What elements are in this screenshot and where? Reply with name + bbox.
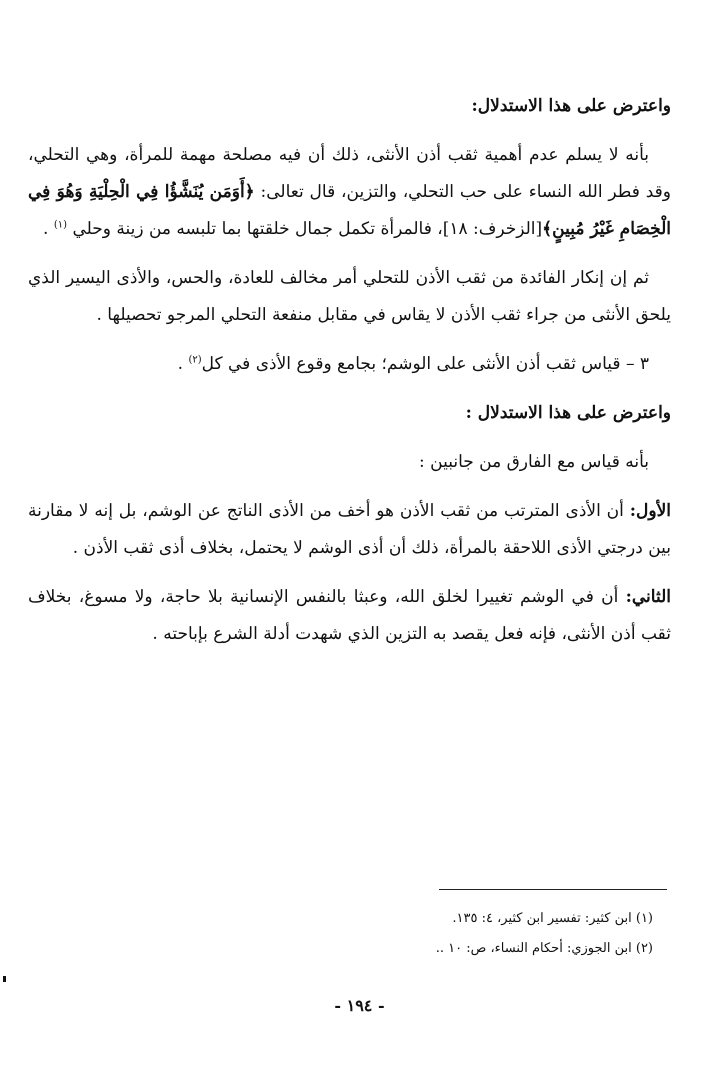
quran-verse: ﴿أَوَمَن يُنَشَّؤُا فِي الْحِلْيَةِ وَهُوَ فِي الْخِصَامِ غَيْرُ مُبِينٍ﴾	[28, 182, 671, 239]
point-text: أن الأذى المترتب من ثقب الأذن هو أخف من الأذى الناتج عن الوشم، بل إنه لا مقارنة بين درجتي الأذى اللاحقة بالمرأة، ذلك أن أذى الوشم لا يحتمل، بخلاف أذى ثقب الأذن .	[28, 501, 671, 558]
numbered-item-3	[28, 346, 671, 383]
scan-mark	[3, 976, 6, 982]
main-text	[28, 88, 671, 665]
footnote-2: (٢) ابن الجوزي: أحكام النساء، ص: ١٠ ..	[435, 941, 653, 956]
footnote-separator	[439, 889, 667, 890]
footnote-ref: (١)	[53, 219, 68, 231]
point-text: أن في الوشم تغييرا لخلق الله، وعبثا بالنفس الإنسانية بلا حاجة، ولا مسوغ، بخلاف ثقب أذن الأنثى، فإنه فعل يقصد به التزين الذي شهدت أدلة الشرع بإباحته .	[28, 587, 671, 644]
first-point	[28, 493, 671, 567]
response-paragraph	[28, 137, 671, 248]
footnote-ref: (٢)	[188, 354, 202, 366]
paragraph-end: .	[43, 219, 54, 239]
intro-line: بأنه قياس مع الفارق من جانبين :	[419, 452, 649, 472]
objection-heading: واعترض على هذا الاستدلال:	[471, 96, 671, 116]
paragraph-text: بأنه لا يسلم عدم أهمية ثقب أذن الأنثى، ذلك أن فيه مصلحة مهمة للمرأة، وهي التحلي، وقد فطر الله النساء على حب التحلي، والتزين، قال تعالى:	[28, 145, 671, 202]
footnote-1: (١) ابن كثير: تفسير ابن كثير، ٤: ١٣٥.	[452, 911, 653, 926]
paragraph-text: [الزخرف: ١٨]، فالمرأة تكمل جمال خلقتها بما تلبسه من زينة وحلي	[72, 219, 543, 239]
item-end: .	[177, 354, 189, 374]
second-point	[28, 579, 671, 653]
page-number: - ١٩٤ -	[334, 996, 385, 1015]
footnotes	[200, 904, 653, 964]
item-text: ٣ – قياس ثقب أذن الأنثى على الوشم؛ بجامع وقوع الأذى في كل	[201, 354, 649, 374]
point-label: الأول:	[629, 501, 671, 521]
response-paragraph-2: ثم إن إنكار الفائدة من ثقب الأذن للتحلي أمر مخالف للعادة، والحس، والأذى اليسير الذي يلحق الأنثى من جراء ثقب الأذن لا يقاس في مقابل منفعة التحلي المرجو تحصيلها .	[28, 268, 671, 325]
point-label: الثاني:	[625, 587, 671, 607]
objection-heading-2: واعترض على هذا الاستدلال :	[465, 403, 671, 423]
